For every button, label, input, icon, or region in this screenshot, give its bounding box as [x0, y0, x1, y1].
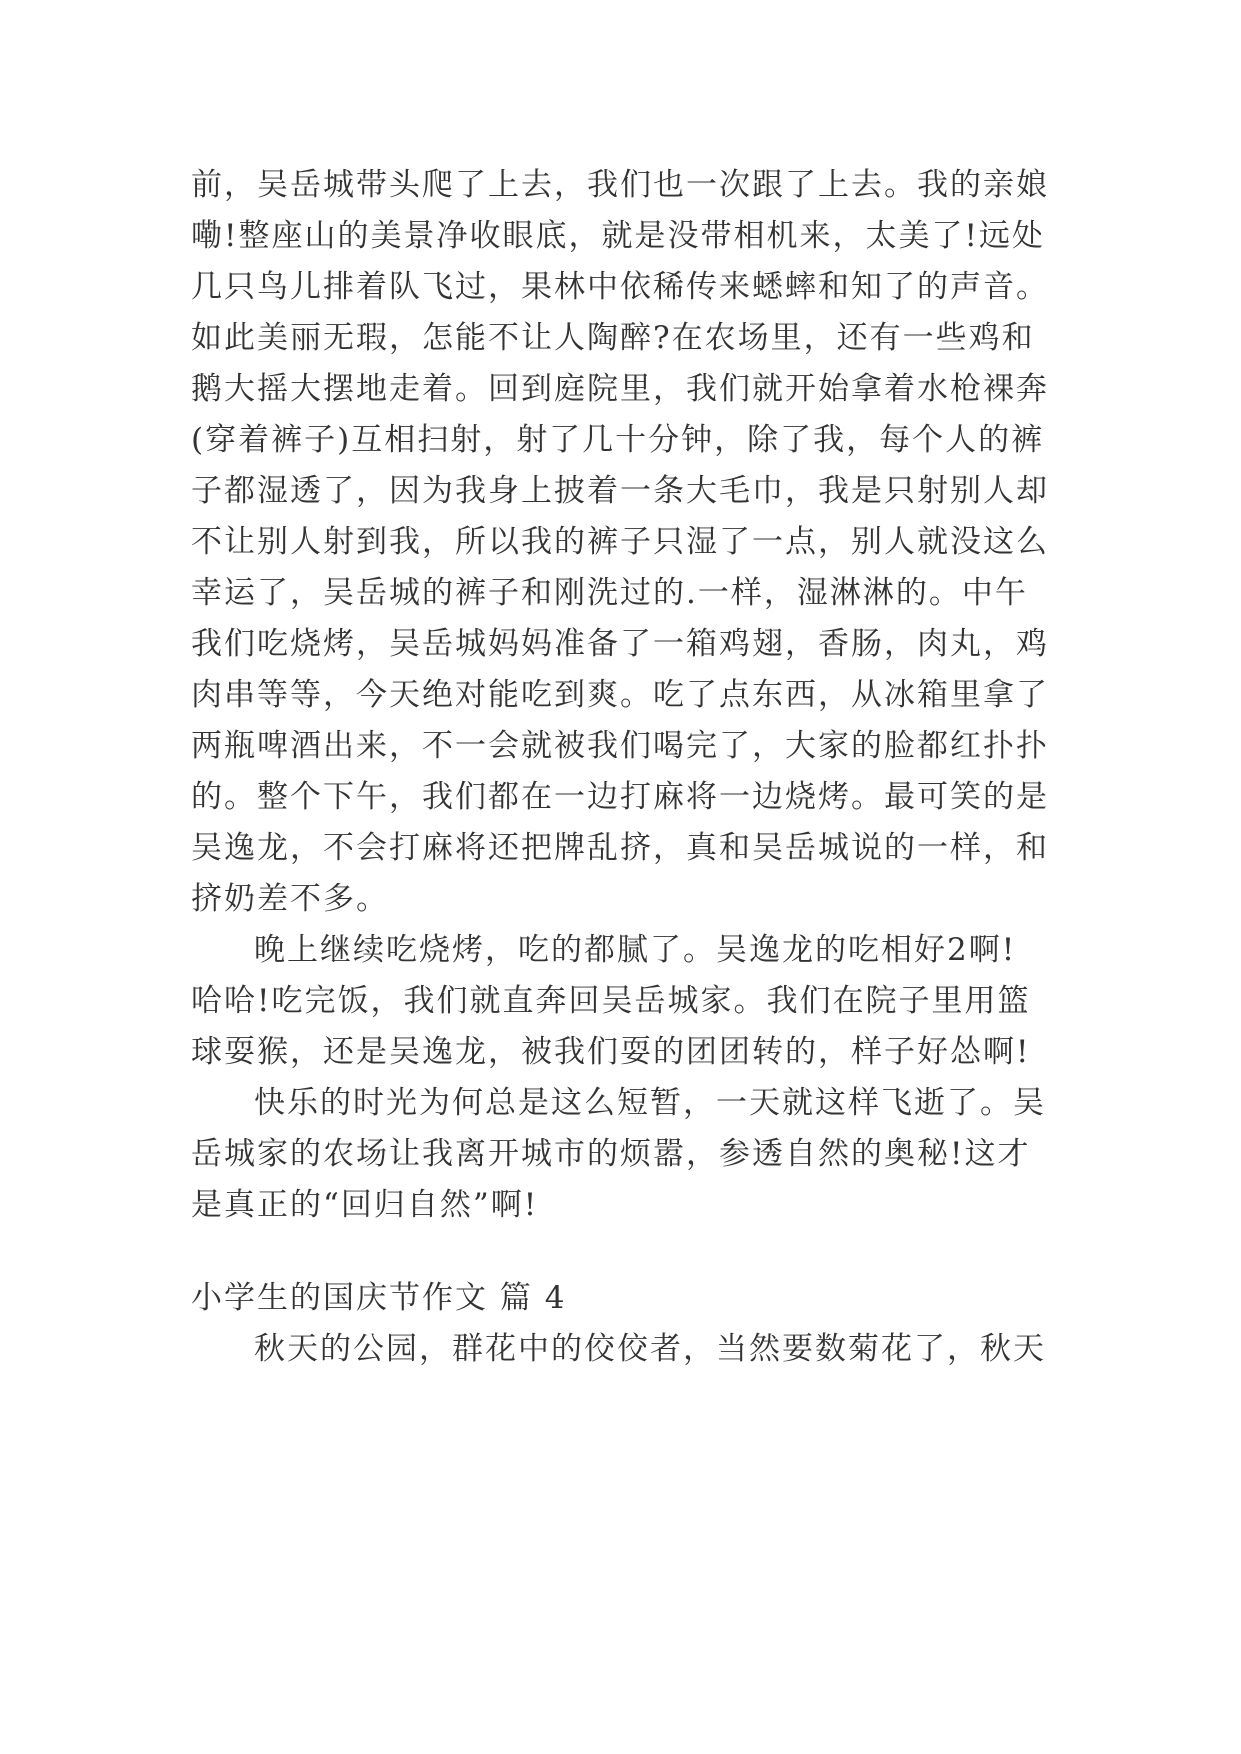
section-spacer	[191, 1231, 1071, 1273]
text-line: 嘞!整座山的美景净收眼底，就是没带相机来，太美了!远处	[191, 218, 1045, 254]
text-line: 秋天的公园，群花中的佼佼者，当然要数菊花了，秋天	[254, 1331, 1046, 1367]
text-line: 挤奶差不多。	[191, 881, 389, 917]
text-line: 岳城家的农场让我离开城市的烦嚣，参透自然的奥秘!这才	[191, 1136, 1031, 1172]
text-line: 几只鸟儿排着队飞过，果林中依稀传来蟋蟀和知了的声音。	[191, 269, 1049, 305]
text-line: 快乐的时光为何总是这么短暂，一天就这样飞逝了。吴	[254, 1085, 1046, 1121]
text-line: (穿着裤子)互相扫射，射了几十分钟，除了我，每个人的裤	[191, 422, 1045, 458]
paragraph-4	[191, 1324, 1071, 1375]
text-line: 如此美丽无瑕，怎能不让人陶醉?在农场里，还有一些鸡和	[191, 320, 1035, 356]
text-line: 不让别人射到我，所以我的裤子只湿了一点，别人就没这么	[191, 524, 1049, 560]
text-line: 哈哈!吃完饭，我们就直奔回吴岳城家。我们在院子里用篮	[191, 983, 1031, 1019]
text-line: 吴逸龙，不会打麻将还把牌乱挤，真和吴岳城说的一样，和	[191, 830, 1049, 866]
section-heading: 小学生的国庆节作文 篇 4	[191, 1280, 567, 1316]
paragraph-2	[191, 925, 1071, 1078]
text-line: 球耍猴，还是吴逸龙，被我们耍的团团转的，样子好怂啊!	[191, 1034, 1031, 1070]
text-line: 是真正的“回归自然”啊!	[191, 1187, 539, 1223]
paragraph-1	[191, 160, 1071, 925]
text-line: 我们吃烧烤，吴岳城妈妈准备了一箱鸡翅，香肠，肉丸，鸡	[191, 626, 1049, 662]
text-line: 幸运了，吴岳城的裤子和刚洗过的.一样，湿淋淋的。中午	[191, 575, 1028, 611]
text-line: 晚上继续吃烧烤，吃的都腻了。吴逸龙的吃相好2啊!	[254, 932, 1017, 968]
text-line: 子都湿透了，因为我身上披着一条大毛巾，我是只射别人却	[191, 473, 1049, 509]
text-line: 的。整个下午，我们都在一边打麻将一边烧烤。最可笑的是	[191, 779, 1049, 815]
text-line: 前，吴岳城带头爬了上去，我们也一次跟了上去。我的亲娘	[191, 167, 1049, 203]
text-line: 肉串等等，今天绝对能吃到爽。吃了点东西，从冰箱里拿了	[191, 677, 1049, 713]
paragraph-3	[191, 1078, 1071, 1231]
text-line: 两瓶啤酒出来，不一会就被我们喝完了，大家的脸都红扑扑	[191, 728, 1049, 764]
document-body	[191, 160, 1071, 1375]
text-line: 鹅大摇大摆地走着。回到庭院里，我们就开始拿着水枪裸奔	[191, 371, 1049, 407]
